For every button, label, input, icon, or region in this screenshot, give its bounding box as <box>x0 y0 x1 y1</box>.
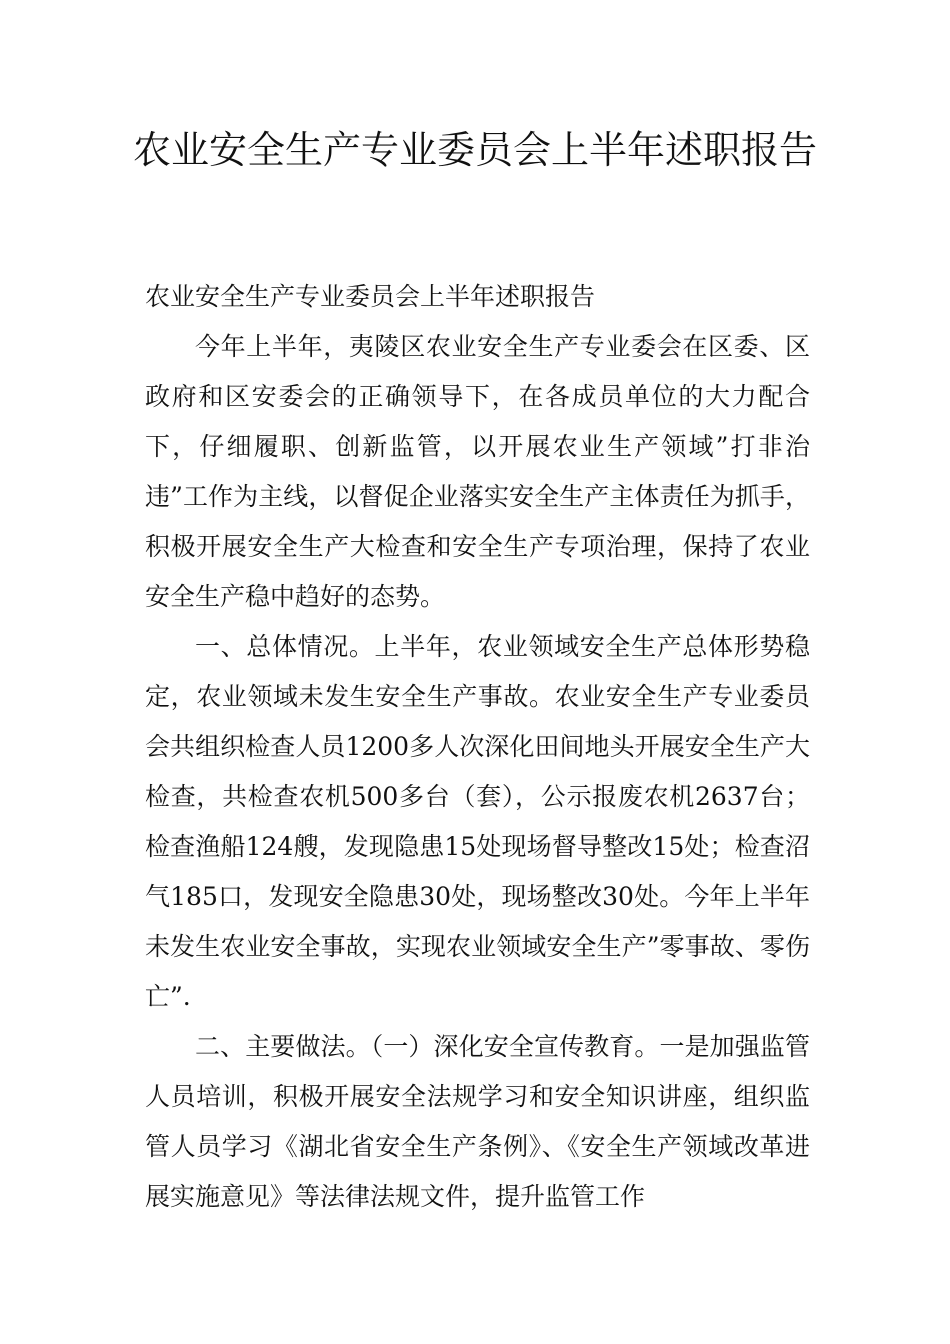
document-title: 农业安全生产专业委员会上半年述职报告 <box>132 128 817 172</box>
document-body <box>145 272 810 1222</box>
paragraph-main-practices: 二、主要做法。（一）深化安全宣传教育。一是加强监管人员培训，积极开展安全法规学习和安全知识讲座，组织监管人员学习《湖北省安全生产条例》、《安全生产领域改革进展实施意见》等法律法规文件，提升监管工作 <box>145 1032 810 1211</box>
paragraph-intro: 今年上半年，夷陵区农业安全生产专业委会在区委、区政府和区安委会的正确领导下，在各成员单位的大力配合下，仔细履职、创新监管，以开展农业生产领域”打非治违”工作为主线，以督促企业落实安全生产主体责任为抓手，积极开展安全生产大检查和安全生产专项治理，保持了农业安全生产稳中趋好的态势。 <box>145 332 810 611</box>
document-subtitle: 农业安全生产专业委员会上半年述职报告 <box>145 282 596 311</box>
paragraph-overall-situation: 一、总体情况。上半年，农业领域安全生产总体形势稳定，农业领域未发生安全生产事故。农业安全生产专业委员会共组织检查人员1200多人次深化田间地头开展安全生产大检查，共检查农机500多台（套），公示报废农机2637台；检查渔船124艘，发现隐患15处现场督导整改15处；检查沼气185口，发现安全隐患30处，现场整改30处。今年上半年未发生农业安全事故，实现农业领域安全生产”零事故、零伤亡”. <box>145 632 810 1011</box>
